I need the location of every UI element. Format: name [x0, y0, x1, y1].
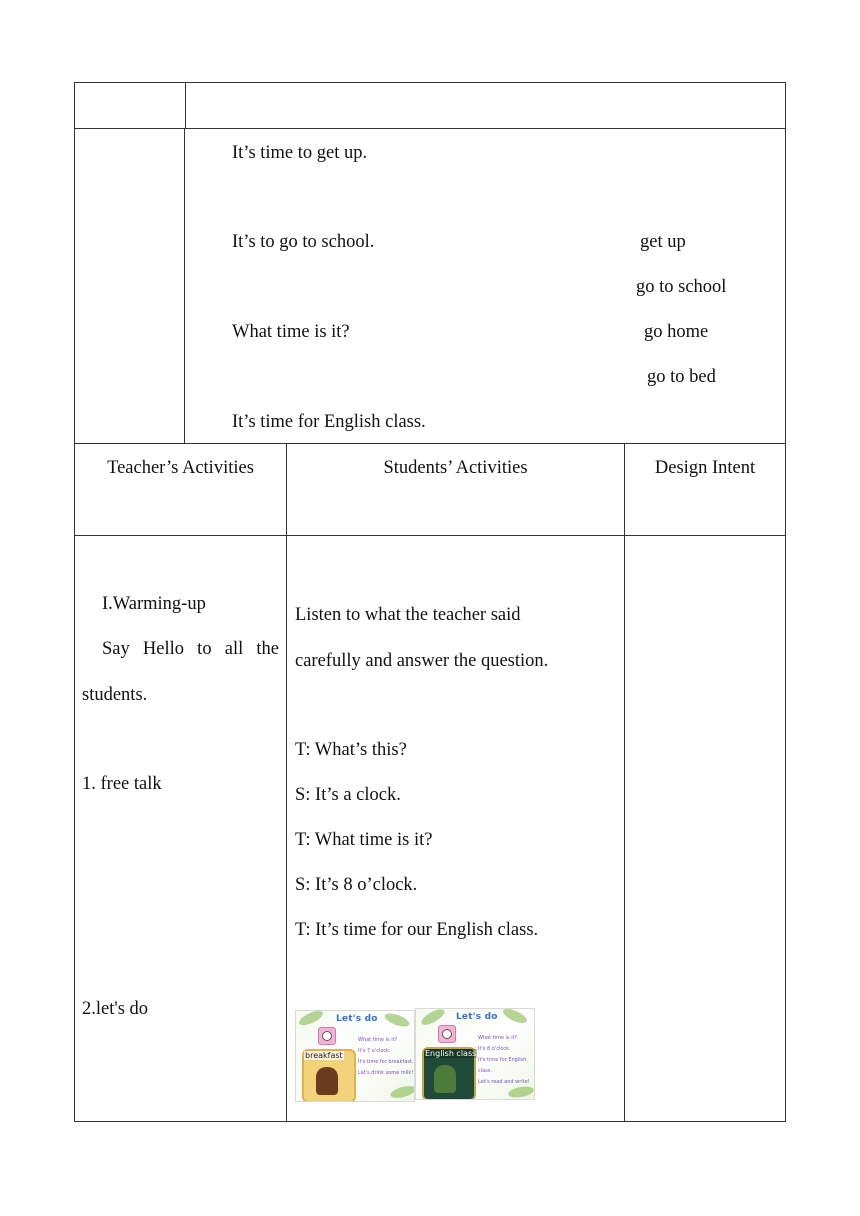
- slide-title: Let's do: [336, 1014, 378, 1024]
- top-column-divider: [184, 128, 185, 443]
- dialogue-line: S: It’s 8 o’clock.: [295, 875, 418, 895]
- child-figure: [316, 1067, 338, 1095]
- table-border-right: [785, 82, 786, 1122]
- slide-text-line: It's 7 o'clock.: [358, 1048, 391, 1054]
- listen-instruction: carefully and answer the question.: [295, 651, 549, 671]
- lets-do-slide-thumbnail: [295, 1010, 415, 1102]
- slide-title: Let's do: [456, 1012, 498, 1022]
- activity-column-divider: [286, 443, 287, 1122]
- leaf-decoration: [383, 1011, 411, 1029]
- leaf-decoration: [501, 1008, 529, 1026]
- dialogue-line: T: What’s this?: [295, 740, 407, 760]
- slide-picture-label: English class: [425, 1049, 477, 1058]
- blackboard-sentence: It’s time to get up.: [232, 143, 368, 163]
- clock-icon: [438, 1025, 456, 1043]
- clock-icon: [318, 1027, 336, 1045]
- table-border-left: [74, 82, 75, 1122]
- slide-text-line: Let's read and write!: [478, 1079, 530, 1085]
- free-talk-item: 1. free talk: [82, 774, 162, 794]
- blackboard-sentence: It’s to go to school.: [232, 232, 375, 252]
- slide-text: [358, 1035, 414, 1079]
- slide-text-line: What time is it?: [358, 1037, 398, 1043]
- lets-do-slide-thumbnail: [415, 1008, 535, 1100]
- header-design-intent: Design Intent: [654, 458, 756, 478]
- slide-picture-label: breakfast: [305, 1051, 343, 1060]
- blackboard-phrase: go home: [644, 322, 709, 342]
- blackboard-phrase: go to bed: [647, 367, 716, 387]
- blackboard-phrase: get up: [640, 232, 686, 252]
- say-hello-continuation: students.: [82, 685, 148, 705]
- say-hello-line: Say Hello to all the: [102, 639, 279, 659]
- slide-text: [478, 1033, 534, 1088]
- slide-text-line: It's time for English class.: [478, 1057, 527, 1074]
- leaf-decoration: [297, 1010, 325, 1028]
- warming-up-heading: I.Warming-up: [102, 594, 206, 614]
- dialogue-line: T: What time is it?: [295, 830, 433, 850]
- header-students-activities: Students’ Activities: [383, 458, 528, 478]
- lets-do-item: 2.let's do: [82, 999, 149, 1019]
- blackboard-phrase: go to school: [636, 277, 727, 297]
- slide-text-line: Let's drink some milk!: [358, 1070, 414, 1076]
- blackboard-sentence: What time is it?: [232, 322, 350, 342]
- header-teacher-activities: Teacher’s Activities: [107, 458, 254, 478]
- table-row-divider: [74, 443, 786, 444]
- leaf-decoration: [389, 1084, 415, 1100]
- listen-instruction: Listen to what the teacher said: [295, 605, 521, 625]
- dialogue-line: S: It’s a clock.: [295, 785, 401, 805]
- table-border-bottom: [74, 1121, 786, 1122]
- table-row-divider: [74, 128, 786, 129]
- teacher-figure: [434, 1065, 456, 1093]
- blackboard-sentence: It’s time for English class.: [232, 412, 426, 432]
- table-row-divider: [74, 535, 786, 536]
- slide-text-line: It's time for breakfast.: [358, 1059, 414, 1065]
- slide-text-line: It's 8 o'clock.: [478, 1046, 511, 1052]
- say-hello-text: [102, 638, 279, 660]
- top-column-divider: [185, 82, 186, 128]
- dialogue-line: T: It’s time for our English class.: [295, 920, 539, 940]
- slide-text-line: What time is it?: [478, 1035, 518, 1041]
- activity-column-divider: [624, 443, 625, 1122]
- table-border-top: [74, 82, 786, 83]
